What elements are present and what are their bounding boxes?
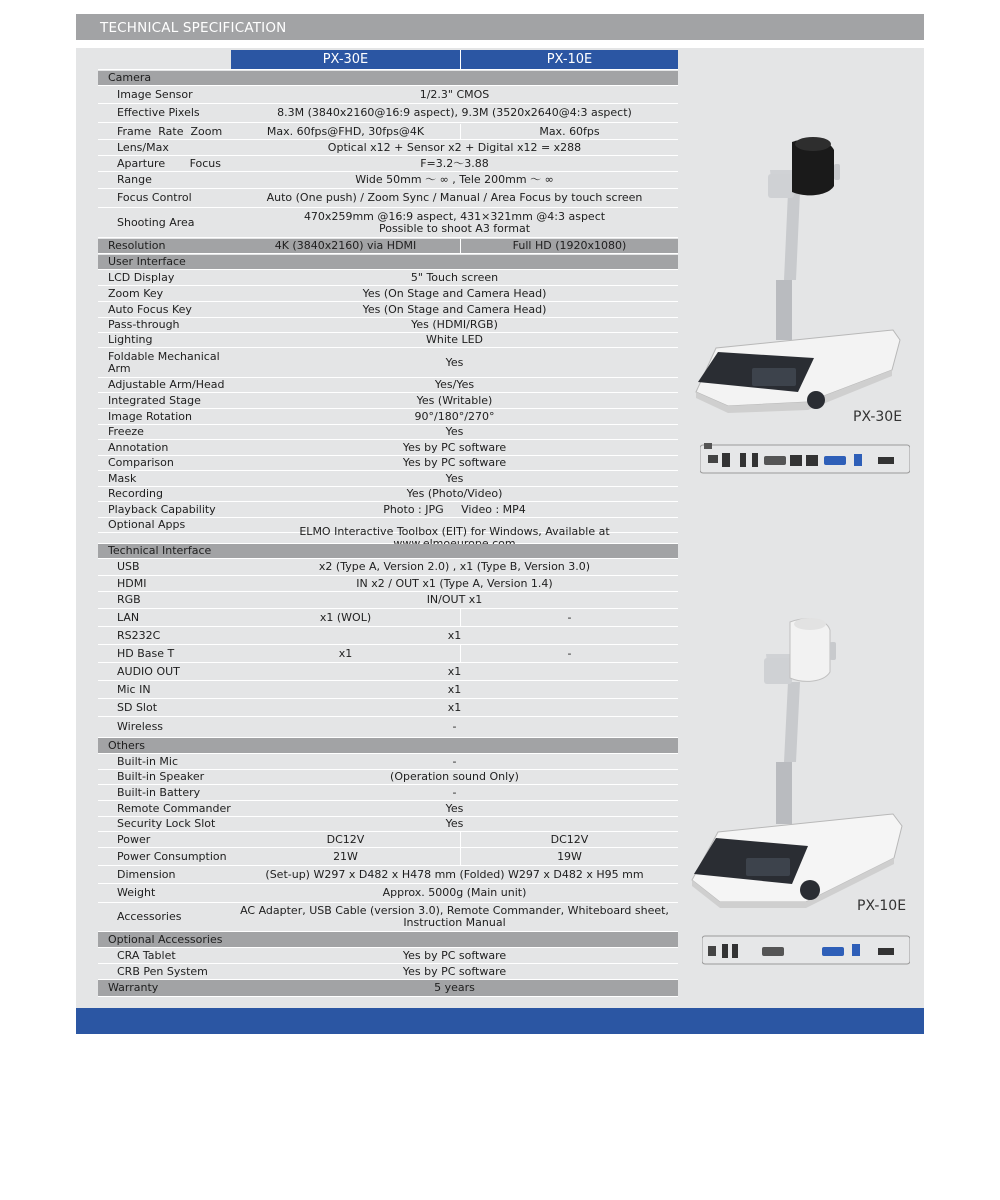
spec-value: x1 — [231, 663, 678, 681]
spec-value: Yes/Yes — [231, 378, 678, 393]
spec-row-accessories — [98, 903, 678, 932]
spec-value: Photo : JPG Video : MP4 — [231, 502, 678, 518]
spec-label: Mic IN — [117, 682, 151, 696]
spec-row-cra-tablet — [98, 948, 678, 964]
spec-row-integrated-stage — [98, 393, 678, 409]
spec-label: Recording — [108, 487, 164, 500]
spec-label: Camera — [108, 71, 152, 84]
px10e-rear-panel — [702, 934, 910, 966]
spec-label-cell — [98, 576, 231, 592]
spec-label-cell — [98, 681, 231, 699]
spec-label: Optional Apps — [108, 518, 186, 531]
spec-value-px30e: 4K (3840x2160) via HDMI — [231, 239, 461, 254]
spec-row-recording — [98, 487, 678, 502]
spec-row-sd-slot — [98, 699, 678, 717]
spec-value: Yes — [231, 471, 678, 487]
spec-label: Shooting Area — [117, 215, 195, 229]
spec-label: Focus Control — [117, 191, 192, 204]
spec-row-frame-rate-zoom — [98, 124, 678, 140]
spec-row-shooting-area — [98, 208, 678, 238]
px10e-product-image — [688, 612, 913, 912]
spec-value-px10e: DC12V — [461, 832, 678, 848]
spec-label: Warranty — [108, 981, 159, 994]
spec-label: Frame Rate Zoom — [117, 124, 223, 138]
spec-value: x1 — [231, 627, 678, 645]
spec-row-audio-out — [98, 663, 678, 681]
spec-label: Foldable Mechanical Arm — [108, 349, 220, 375]
spec-label: Annotation — [108, 440, 169, 454]
spec-value: Yes by PC software — [231, 440, 678, 456]
spec-value: - — [231, 717, 678, 738]
spec-label-cell — [98, 559, 231, 576]
spec-label: Built-in Speaker — [117, 770, 205, 783]
spec-label-cell — [98, 770, 231, 785]
spec-value: Optical x12 + Sensor x2 + Digital x12 = x288 — [231, 140, 678, 156]
spec-value: Yes — [231, 425, 678, 440]
spec-value: - — [231, 785, 678, 801]
spec-row-remote-commander — [98, 801, 678, 817]
spec-value: White LED — [231, 333, 678, 348]
px30e-rear-panel — [700, 443, 910, 475]
spec-label: Range — [117, 173, 152, 186]
spec-label-cell — [98, 456, 231, 471]
spec-row-weight — [98, 884, 678, 903]
spec-value: Yes (Photo/Video) — [231, 487, 678, 502]
spec-row-aparture-focus — [98, 156, 678, 172]
spec-value-px10e: Full HD (1920x1080) — [461, 239, 678, 254]
spec-label-cell — [98, 533, 231, 544]
spec-value: Yes by PC software — [231, 456, 678, 471]
spec-label: Freeze — [108, 425, 144, 438]
spec-label-cell — [98, 71, 231, 86]
spec-label-cell — [98, 544, 231, 559]
spec-label-cell — [98, 832, 231, 848]
page-title: TECHNICAL SPECIFICATION — [100, 20, 287, 36]
spec-value: 470x259mm @16:9 aspect, 431×321mm @4:3 aspect Possible to shoot A3 format — [231, 208, 678, 238]
spec-label-cell — [98, 609, 231, 627]
spec-value: Yes (Writable) — [231, 393, 678, 409]
spec-value — [231, 533, 678, 544]
spec-label: LCD Display — [108, 270, 175, 284]
spec-value: (Set-up) W297 x D482 x H478 mm (Folded) W297 x D482 x H95 mm — [231, 866, 678, 884]
product-label-px30e: PX-30E — [853, 409, 903, 425]
spec-row-built-in-speaker — [98, 770, 678, 785]
spec-value — [231, 71, 678, 86]
section-row-optional-accessories — [98, 932, 678, 948]
spec-label-cell — [98, 932, 231, 948]
spec-row-image-rotation — [98, 409, 678, 425]
spec-label-cell — [98, 699, 231, 717]
spec-value: F=3.2～3.88 — [231, 156, 678, 172]
spec-row-focus-control — [98, 189, 678, 208]
spec-value: 8.3M (3840x2160@16:9 aspect), 9.3M (3520x2640@4:3 aspect) — [231, 104, 678, 123]
spec-row-warranty — [98, 980, 678, 997]
spec-label: Effective Pixels — [117, 106, 200, 119]
spec-value: IN x2 / OUT x1 (Type A, Version 1.4) — [231, 576, 678, 592]
spec-label: Pass-through — [108, 318, 180, 331]
spec-label: Built-in Mic — [117, 754, 179, 768]
spec-label: RS232C — [117, 628, 161, 642]
spec-label-cell — [98, 393, 231, 409]
spec-row-image-sensor — [98, 87, 678, 104]
spec-value: x1 — [231, 681, 678, 699]
spec-value-px30e: DC12V — [231, 832, 461, 848]
spec-label-cell — [98, 140, 231, 156]
spec-value-px10e: 19W — [461, 848, 678, 866]
spec-label: Others — [108, 738, 145, 752]
spec-label-cell — [98, 964, 231, 980]
spec-label-cell — [98, 104, 231, 123]
spec-value: Yes (On Stage and Camera Head) — [231, 302, 678, 318]
section-row-resolution — [98, 239, 678, 254]
spec-header-bar — [76, 14, 924, 40]
spec-value: Yes — [231, 348, 678, 378]
spec-label: Built-in Battery — [117, 785, 201, 799]
spec-row-lens-max — [98, 140, 678, 156]
spec-row-rs232c — [98, 627, 678, 645]
spec-label: Playback Capability — [108, 502, 216, 516]
section-row-technical-interface — [98, 544, 678, 559]
spec-label-cell — [98, 817, 231, 832]
spec-label: Lens/Max — [117, 140, 169, 154]
spec-row-range — [98, 172, 678, 189]
spec-value: AC Adapter, USB Cable (version 3.0), Remote Commander, Whiteboard sheet, Instruction Manual — [231, 903, 678, 932]
spec-row-power-consumption — [98, 848, 678, 866]
spec-label-cell — [98, 208, 231, 238]
product-label-px10e: PX-10E — [857, 898, 907, 914]
spec-label: Comparison — [108, 456, 174, 469]
spec-label: Remote Commander — [117, 801, 231, 815]
spec-label: Lighting — [108, 333, 153, 346]
spec-value: Auto (One push) / Zoom Sync / Manual / Area Focus by touch screen — [231, 189, 678, 208]
section-row-user-interface — [98, 255, 678, 270]
spec-label: RGB — [117, 593, 141, 606]
spec-label: User Interface — [108, 255, 186, 268]
spec-row-lighting — [98, 333, 678, 348]
spec-value: Wide 50mm ～ ∞ , Tele 200mm ～ ∞ — [231, 172, 678, 189]
spec-value: Yes (On Stage and Camera Head) — [231, 286, 678, 302]
spec-label-cell — [98, 440, 231, 456]
spec-value: 90°/180°/270° — [231, 409, 678, 425]
spec-label: Weight — [117, 886, 156, 899]
spec-label-cell — [98, 409, 231, 425]
spec-label-cell — [98, 738, 231, 754]
spec-label: HD Base T — [117, 646, 175, 660]
spec-value: - — [231, 754, 678, 770]
spec-row-hdmi — [98, 576, 678, 592]
spec-value — [231, 544, 678, 559]
spec-label-cell — [98, 189, 231, 208]
spec-row-zoom-key — [98, 286, 678, 302]
spec-label-cell — [98, 663, 231, 681]
spec-row-crb-pen-system — [98, 964, 678, 980]
spec-value — [231, 255, 678, 270]
spec-label-cell — [98, 754, 231, 770]
spec-label: Auto Focus Key — [108, 302, 192, 316]
spec-value: Yes by PC software — [231, 964, 678, 980]
spec-label: SD Slot — [117, 700, 158, 714]
spec-row-continuation-27 — [98, 533, 678, 544]
spec-label: Image Sensor — [117, 88, 193, 101]
table-header-row — [98, 50, 678, 70]
spec-label-cell — [98, 592, 231, 609]
spec-label: Integrated Stage — [108, 393, 201, 407]
spec-row-playback-capability — [98, 502, 678, 518]
spec-value-px30e: x1 (WOL) — [231, 609, 461, 627]
spec-label-cell — [98, 502, 231, 518]
spec-row-rgb — [98, 592, 678, 609]
spec-row-mask — [98, 471, 678, 487]
spec-label: Zoom Key — [108, 286, 164, 300]
spec-row-mic-in — [98, 681, 678, 699]
spec-label: CRA Tablet — [117, 948, 176, 962]
spec-label-cell — [98, 884, 231, 903]
spec-row-effective-pixels — [98, 104, 678, 123]
spec-row-adjustable-arm-head — [98, 378, 678, 393]
spec-label: Accessories — [117, 910, 182, 923]
spec-row-annotation — [98, 440, 678, 456]
spec-row-freeze — [98, 425, 678, 440]
spec-label-cell — [98, 801, 231, 817]
footer-bar — [76, 1008, 924, 1034]
spec-label: LAN — [117, 610, 140, 624]
spec-label: AUDIO OUT — [117, 664, 180, 678]
spec-label: Power Consumption — [117, 849, 227, 863]
spec-label-cell — [98, 903, 231, 932]
spec-label-cell — [98, 487, 231, 502]
spec-label-cell — [98, 717, 231, 738]
spec-label: Image Rotation — [108, 409, 192, 423]
spec-label-cell — [98, 378, 231, 393]
spec-value: Yes by PC software — [231, 948, 678, 964]
column-header-px30e: PX-30E — [231, 50, 461, 70]
spec-label-cell — [98, 302, 231, 318]
spec-row-built-in-battery — [98, 785, 678, 801]
spec-label-cell — [98, 156, 231, 172]
spec-label-cell — [98, 645, 231, 663]
table-header-blank — [98, 50, 231, 70]
spec-label-cell — [98, 425, 231, 440]
column-header-px10e: PX-10E — [461, 50, 678, 70]
spec-value: IN/OUT x1 — [231, 592, 678, 609]
spec-label: CRB Pen System — [117, 964, 208, 978]
spec-value: Yes (HDMI/RGB) — [231, 318, 678, 333]
spec-label-cell — [98, 980, 231, 997]
spec-label: Optional Accessories — [108, 932, 223, 946]
spec-row-lan — [98, 609, 678, 627]
spec-label: Mask — [108, 471, 137, 485]
spec-row-lcd-display — [98, 270, 678, 286]
spec-label-cell — [98, 87, 231, 104]
spec-value: 5" Touch screen — [231, 270, 678, 286]
spec-label: Adjustable Arm/Head — [108, 378, 225, 391]
spec-value-px10e: - — [461, 645, 678, 663]
spec-value-px30e: Max. 60fps@FHD, 30fps@4K — [231, 124, 461, 140]
section-row-camera — [98, 71, 678, 86]
spec-row-comparison — [98, 456, 678, 471]
spec-label: Wireless — [117, 720, 164, 733]
spec-label: Power — [117, 832, 151, 846]
spec-label: USB — [117, 560, 140, 573]
section-row-others — [98, 738, 678, 754]
spec-row-dimension — [98, 866, 678, 884]
spec-label-cell — [98, 124, 231, 140]
spec-label-cell — [98, 286, 231, 302]
spec-value-px30e: x1 — [231, 645, 461, 663]
spec-value: Yes — [231, 817, 678, 832]
spec-value: x2 (Type A, Version 2.0) , x1 (Type B, Version 3.0) — [231, 559, 678, 576]
spec-value — [231, 738, 678, 754]
spec-row-pass-through — [98, 318, 678, 333]
spec-row-power — [98, 832, 678, 848]
spec-row-foldable-mechanical-arm — [98, 348, 678, 378]
spec-label-cell — [98, 270, 231, 286]
spec-row-wireless — [98, 717, 678, 738]
spec-value-px10e: Max. 60fps — [461, 124, 678, 140]
spec-value: Yes — [231, 801, 678, 817]
spec-label-cell — [98, 239, 231, 254]
spec-label-cell — [98, 318, 231, 333]
spec-label-cell — [98, 627, 231, 645]
spec-value: Approx. 5000g (Main unit) — [231, 884, 678, 903]
spec-value — [231, 932, 678, 948]
spec-value: (Operation sound Only) — [231, 770, 678, 785]
spec-label: Security Lock Slot — [117, 817, 216, 830]
spec-value: x1 — [231, 699, 678, 717]
spec-label: Aparture Focus — [117, 156, 221, 170]
spec-value: 1/2.3" CMOS — [231, 87, 678, 104]
spec-label-cell — [98, 348, 231, 378]
spec-label-cell — [98, 848, 231, 866]
spec-row-auto-focus-key — [98, 302, 678, 318]
spec-row-security-lock-slot — [98, 817, 678, 832]
spec-label: Technical Interface — [108, 544, 212, 557]
spec-label-cell — [98, 866, 231, 884]
spec-label-cell — [98, 471, 231, 487]
spec-label-cell — [98, 518, 231, 533]
spec-label-cell — [98, 785, 231, 801]
spec-label-cell — [98, 172, 231, 189]
spec-row-hd-base-t — [98, 645, 678, 663]
spec-label: Dimension — [117, 867, 176, 881]
spec-label-cell — [98, 255, 231, 270]
spec-row-usb — [98, 559, 678, 576]
spec-label-cell — [98, 948, 231, 964]
px30e-product-image — [688, 130, 913, 415]
spec-label-cell — [98, 333, 231, 348]
spec-value-px30e: 21W — [231, 848, 461, 866]
spec-value-px10e: - — [461, 609, 678, 627]
spec-value: 5 years — [231, 980, 678, 997]
spec-label: HDMI — [117, 576, 147, 590]
spec-row-built-in-mic — [98, 754, 678, 770]
spec-label: Resolution — [108, 239, 166, 252]
